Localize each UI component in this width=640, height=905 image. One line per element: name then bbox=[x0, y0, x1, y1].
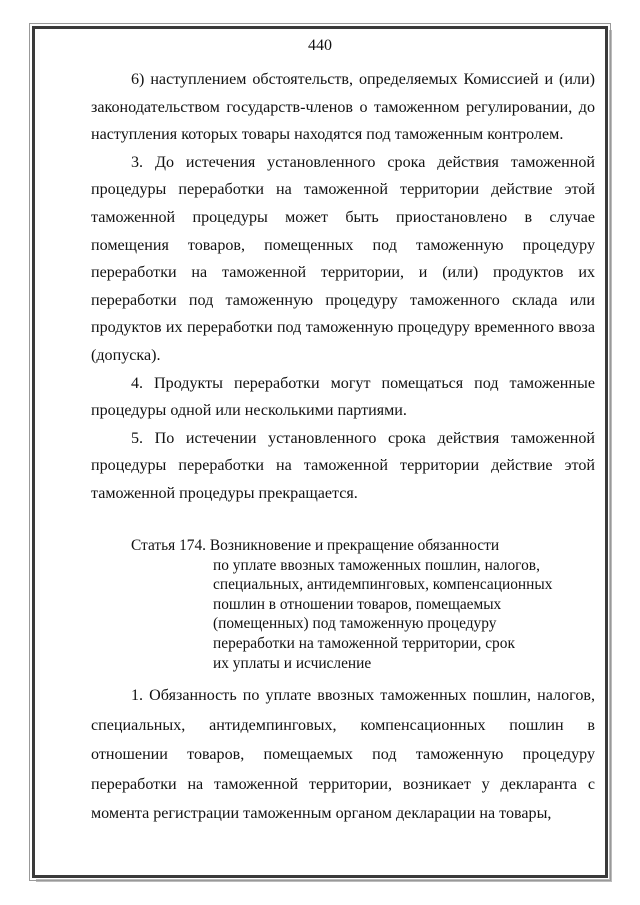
paragraph-4: 4. Продукты переработки могут помещаться под таможенные процедуры одной или несколькими партиями. bbox=[91, 374, 595, 420]
article-title-line: специальных, антидемпинговых, компенсационных bbox=[213, 576, 553, 594]
paragraph-3: 3. До истечения установленного срока действия таможенной процедуры переработки на таможенной территории действие этой таможенной процедуры может быть приостановлено в случае помещения товаров, помещенных под таможенную процедуру переработки на таможенной территории, и (или) продуктов их переработки под таможенную процедуру таможенного склада или продуктов их переработки под таможенную процедуру временного ввоза (допуска). bbox=[91, 153, 595, 364]
article-heading bbox=[131, 536, 571, 673]
paragraph-article-174-1: 1. Обязанность по уплате ввозных таможенных пошлин, налогов, специальных, антидемпинговых, компенсационных пошлин в отношении товаров, помещаемых под таможенную процедуру переработки на таможенной территории, возникает у декларанта с момента регистрации таможенным органом декларации на товары, bbox=[91, 687, 595, 823]
article-title-line: по уплате ввозных таможенных пошлин, налогов, bbox=[213, 556, 540, 574]
page-number: 440 bbox=[308, 37, 332, 54]
paragraph-5: 5. По истечении установленного срока действия таможенной процедуры переработки на таможенной территории действие этой таможенной процедуры прекращается. bbox=[91, 429, 595, 502]
article-title-line: (помещенных) под таможенную процедуру bbox=[213, 615, 497, 633]
document-body-bottom bbox=[91, 681, 595, 829]
article-heading-first-line: Статья 174. Возникновение и прекращение обязанности bbox=[131, 537, 500, 554]
paragraph-item-6: 6) наступлением обстоятельств, определяемых Комиссией и (или) законодательством государств-членов о таможенном регулировании, до наступления которых товары находятся под таможенным контролем. bbox=[91, 71, 595, 144]
document-body-top bbox=[91, 66, 595, 508]
article-title-line: переработки на таможенной территории, срок bbox=[213, 634, 515, 652]
article-title-line: пошлин в отношении товаров, помещаемых bbox=[213, 595, 502, 613]
article-title-line: их уплаты и исчисление bbox=[213, 654, 372, 672]
